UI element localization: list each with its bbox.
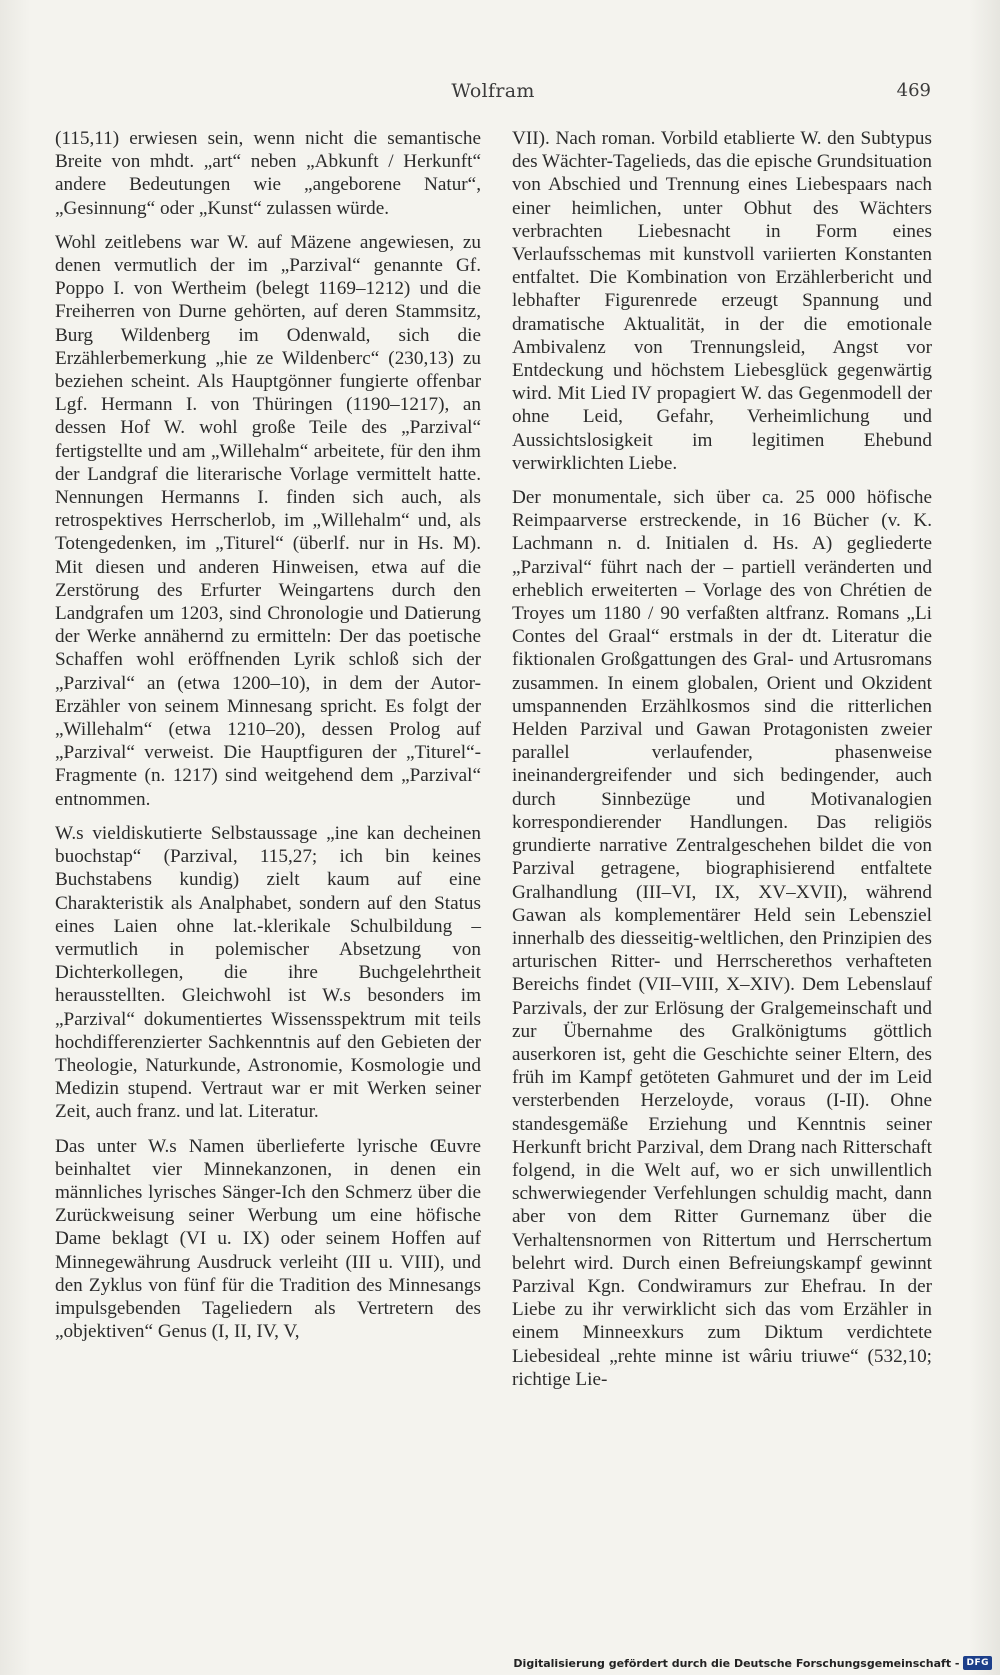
page-number: 469	[896, 80, 931, 101]
digitization-footer	[513, 1653, 992, 1673]
paragraph: VII). Nach roman. Vorbild etablierte W. den Subtypus des Wächter-Tagelieds, das die epische Grundsituation von Abschied und Trennung eines Liebespaars nach einer heimlichen, unter Obhut des Wächters verbrachten Liebesnacht in Form eines Verlaufsschemas mit kunstvoll variierten Konstanten entfaltet. Die Kombination von Erzählerbericht und lebhafter Figurenrede erzeugt Spannung und dramatische Aktualität, in der die emotionale Ambivalenz von Trennungsleid, Angst vor Entdeckung und höchstem Liebesglück gegenwärtig wird. Mit Lied IV propagiert W. das Gegenmodell der ohne Leid, Gefahr, Verheimlichung und Aussichtslosigkeit im legitimen Ehebund verwirklichten Liebe.	[512, 128, 932, 474]
right-column	[512, 127, 932, 1402]
paragraph: Das unter W.s Namen überlieferte lyrische Œuvre beinhaltet vier Minnekanzonen, in denen ein männliches lyrisches Sänger-Ich den Schmerz über die Zurückweisung seiner Werbung um eine höfische Dame beklagt (VI u. IX) oder seinem Hoffen auf Minnegewährung Ausdruck verleiht (III u. VIII), und den Zyklus von fünf für die Tradition des Minnesangs impulsgebenden Tageliedern als Vertretern des „objektiven“ Genus (I, II, IV, V,	[55, 1135, 481, 1343]
running-title: Wolfram	[451, 80, 535, 102]
paragraph: (115,11) erwiesen sein, wenn nicht die semantische Breite von mhdt. „art“ neben „Abkunft / Herkunft“ andere Bedeutungen wie „angeborene Natur“, „Gesinnung“ oder „Kunst“ zulassen würde.	[55, 128, 481, 219]
paragraph: Der monumentale, sich über ca. 25 000 höfische Reimpaarverse erstreckende, in 16 Bücher (v. K. Lachmann n. d. Initialen d. Hs. A) gegliederte „Parzival“ führt nach der – partiell veränderten und erheblich erweiterten – Vorlage des von Chrétien de Troyes um 1180 / 90 verfaßten altfranz. Romans „Li Contes del Graal“ erstmals in der dt. Literatur die fiktionalen Großgattungen des Gral- und Artusromans zusammen. In einem globalen, Orient und Okzident umspannenden Erzählkosmos sind die ritterlichen Helden Parzival und Gawan Protagonisten zweier parallel verlaufender, phasenweise ineinandergreifender und sich bedingender, auch durch Sinnbezüge und Motivanalogien korrespondierender Handlungen. Das religiös grundierte narrative Zentralgeschehen bildet die von Parzival getragene, biographisierend entfaltete Gralhandlung (III–VI, IX, XV–XVII), während Gawan als komplementärer Held sein Lebensziel innerhalb des diesseitig-weltlichen, den Prinzipien des arturischen Ritter- und Herrscherethos verhafteten Bereichs findet (VII–VIII, X–XIV). Dem Lebenslauf Parzivals, der zur Erlösung der Gralgemeinschaft und zur Übernahme des Gralkönigtums göttlich auserkoren ist, geht die Geschichte seiner Eltern, des früh im Kampf getöteten Gahmuret und der im Leid versterbenden Herzeloyde, voraus (I-II). Ohne standesgemäße Erziehung und Kenntnis seiner Herkunft bricht Parzival, dem Drang nach Ritterschaft folgend, in die Welt auf, wo er sich unwillentlich schwerwiegender Verfehlungen schuldig macht, dann aber von dem Ritter Gurnemanz über die Verhaltensnormen von Rittertum und Herrschertum belehrt wird. Durch einen Befreiungskampf gewinnt Parzival Kgn. Condwiramurs zur Ehefrau. In der Liebe zu ihr verwirklicht sich das vom Erzähler in einem Minneexkurs zum Diktum verdichtete Liebesideal „rehte minne ist wâriu triuwe“ (532,10; richtige Lie-	[512, 487, 932, 1390]
dfg-logo-icon: DFG	[963, 1656, 992, 1670]
paragraph: W.s vieldiskutierte Selbstaussage „ine kan decheinen buochstap“ (Parzival, 115,27; ich bin keines Buchstabens kundig) zielt kaum auf eine Charakteristik als Analphabet, sondern auf den Status eines Laien ohne lat.-klerikale Schulbildung – vermutlich in polemischer Absetzung von Dichterkollegen, die ihre Buchgelehrtheit herausstellten. Gleichwohl ist W.s besonders im „Parzival“ dokumentiertes Wissensspektrum mit teils hochdifferenzierter Sachkenntnis auf den Gebieten der Theologie, Naturkunde, Astronomie, Kosmologie und Medizin stupend. Vertraut war er mit Werken seiner Zeit, auch franz. und lat. Literatur.	[55, 822, 481, 1123]
paragraph: Wohl zeitlebens war W. auf Mäzene angewiesen, zu denen vermutlich der im „Parzival“ genannte Gf. Poppo I. von Wertheim (belegt 1169–1212) und die Freiherren von Durne gehörten, auf deren Stammsitz, Burg Wildenberg im Odenwald, sich die Erzählerbemerkung „hie ze Wildenberc“ (230,13) zu beziehen scheint. Als Hauptgönner fungierte offenbar Lgf. Hermann I. von Thüringen (1190–1217), an dessen Hof W. wohl große Teile des „Parzival“ fertigstellte und am „Willehalm“ arbeitete, für den ihm der Landgraf die literarische Vorlage vermittelt hatte. Nennungen Hermanns I. finden sich auch, als retrospektives Herrscherlob, im „Willehalm“ und, als Totengedenken, im „Titurel“ (überlf. nur in Hs. M). Mit diesen und anderen Hinweisen, etwa auf die Zerstörung des Erfurter Weingartens durch den Landgrafen um 1203, sind Chronologie und Datierung der Werke annähernd zu ermitteln: Der das poetische Schaffen wohl eröffnenden Lyrik schloß sich der „Parzival“ an (etwa 1200–10), in dem der Autor-Erzähler von seinem Minnesang spricht. Es folgt der „Willehalm“ (etwa 1210–20), dessen Prolog auf „Parzival“ verweist. Die Hauptfiguren der „Titurel“-Fragmente (n. 1217) sind weitgehend dem „Parzival“ entnommen.	[55, 231, 481, 810]
left-column	[55, 127, 481, 1354]
page-header	[55, 80, 931, 106]
footer-credit: Digitalisierung gefördert durch die Deutsche Forschungsgemeinschaft -	[513, 1656, 960, 1670]
